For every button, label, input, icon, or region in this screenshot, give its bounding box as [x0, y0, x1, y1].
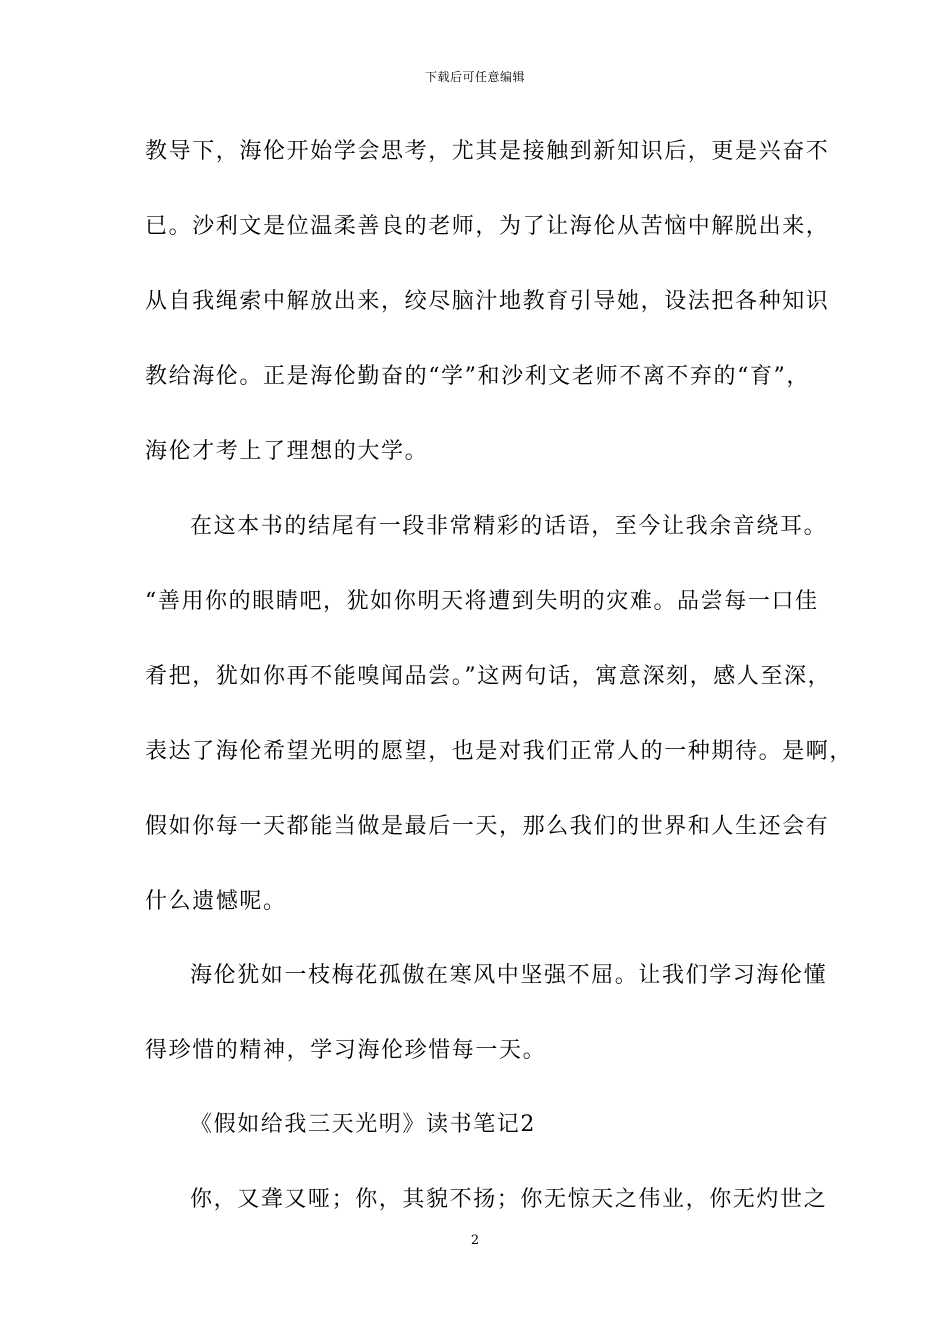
body-line: 表达了海伦希望光明的愿望，也是对我们正常人的一种期待。是啊，	[145, 739, 854, 764]
body-line: 什么遗憾呢。	[145, 889, 287, 914]
page-header-note: 下载后可任意编辑	[424, 70, 525, 84]
body-line: 教给海伦。正是海伦勤奋的“学”和沙利文老师不离不弃的“育”，	[145, 364, 810, 389]
body-line: 得珍惜的精神，学习海伦珍惜每一天。	[145, 1038, 547, 1063]
body-line: 在这本书的结尾有一段非常精彩的话语，至今让我余音绕耳。	[190, 514, 828, 539]
body-line: 海伦才考上了理想的大学。	[145, 439, 429, 464]
page-number: 2	[470, 1233, 480, 1248]
body-line: 已。沙利文是位温柔善良的老师，为了让海伦从苦恼中解脱出来，	[145, 214, 830, 239]
body-line: 假如你每一天都能当做是最后一天，那么我们的世界和人生还会有	[145, 814, 830, 839]
body-line: 海伦犹如一枝梅花孤傲在寒风中坚强不屈。让我们学习海伦懂	[190, 963, 828, 988]
section-heading: 《假如给我三天光明》读书笔记2	[190, 1112, 536, 1137]
body-line: 从自我绳索中解放出来，绞尽脑汁地教育引导她，设法把各种知识	[145, 289, 830, 314]
body-line: 你，又聋又哑；你，其貌不扬；你无惊天之伟业，你无灼世之	[190, 1187, 828, 1212]
body-line: 肴把，犹如你再不能嗅闻品尝。”这两句话，寓意深刻，感人至深，	[145, 664, 832, 689]
body-line: 教导下，海伦开始学会思考，尤其是接触到新知识后，更是兴奋不	[145, 139, 830, 164]
body-line: “善用你的眼睛吧，犹如你明天将遭到失明的灾难。品尝每一口佳	[145, 589, 819, 614]
